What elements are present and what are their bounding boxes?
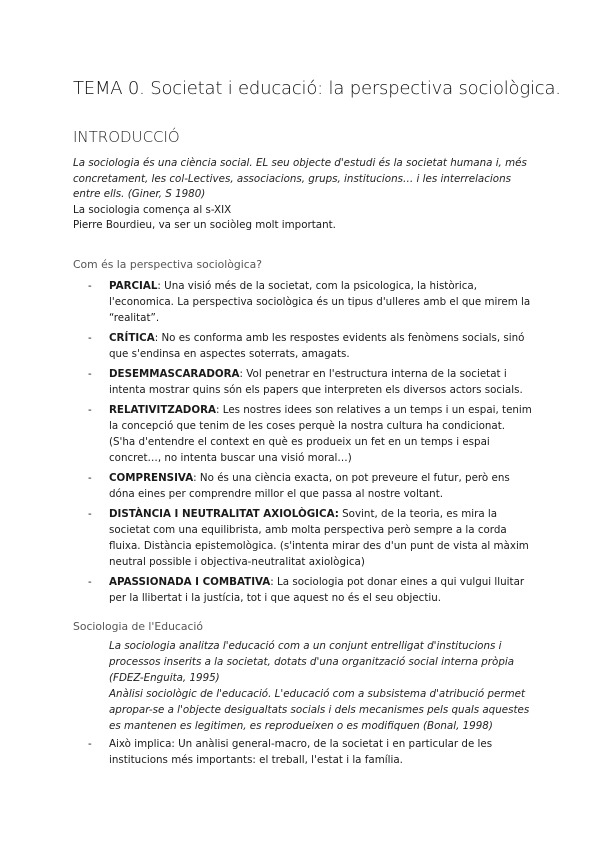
- item-term: PARCIAL: [109, 280, 158, 292]
- education-section: [73, 638, 533, 768]
- perspective-list: [73, 278, 533, 610]
- list-item: - COMPRENSIVA: No és una ciència exacta, on pot preveure el futur, però ens dóna eines per comprendre millor el que passa al nostre voltant.: [88, 472, 510, 500]
- item-term: APASSIONADA I COMBATIVA: [109, 576, 271, 588]
- list-item: - RELATIVITZADORA: Les nostres idees son relatives a un temps i un espai, tenim la concepció que tenim de les coses perquè la nostra cultura ha condicionat. (S'ha d'entendre el context en què es produeix un fet en un temps i espai concret…, no intenta buscar una visió moral…): [88, 404, 532, 464]
- item-term: COMPRENSIVA: [109, 472, 194, 484]
- item-text: : Una visió més de la societat, com la psicologica, la històrica, l'economica. La perspectiva sociològica és un tipus d'ulleres amb el que mirem la “realitat”.: [109, 280, 531, 324]
- item-text: : Vol penetrar en l'estructura interna de la societat i intenta mostrar quins són els papers que interpreten els diversos actors socials.: [109, 368, 523, 396]
- item-text: : La sociologia pot donar eines a qui vulgui lluitar per la llibertat i la justícia, tot i que aquest no és el seu objectiu.: [109, 576, 525, 604]
- item-term: DESEMMASCARADORA: [109, 368, 240, 380]
- item-text: Sovint, de la teoria, es mira la societat com una equilibrista, amb molta perspectiva però sempre a la corda fluixa. Distància epistemològica. (s'intenta mirar des d'un punt de vista al màxim neutral possible i objectiva-neutralitat axiològica): [109, 508, 529, 568]
- item-term: DISTÀNCIA I NEUTRALITAT AXIOLÒGICA:: [109, 508, 339, 520]
- item-text: : No és una ciència exacta, on pot preveure el futur, però ens dóna eines per comprendre millor el que passa al nostre voltant.: [109, 472, 510, 500]
- item-term: RELATIVITZADORA: [109, 404, 217, 416]
- perspective-heading: Com és la perspectiva sociològica?: [73, 258, 263, 271]
- education-heading: Sociologia de l'Educació: [73, 620, 204, 633]
- education-quote-1: La sociologia analitza l'educació com a un conjunt entrelligat d'institucions i processos inserits a la societat, dotats d'una organització social interna pròpia (FDEZ-Enguita, 1995): [109, 640, 515, 684]
- list-item: - CRÍTICA: No es conforma amb les respostes evidents als fenòmens socials, sinó que s'endinsa en aspectes soterrats, amagats.: [88, 332, 525, 360]
- list-item: - DESEMMASCARADORA: Vol penetrar en l'estructura interna de la societat i intenta mostrar quins són els papers que interpreten els diversos actors socials.: [88, 368, 523, 396]
- list-item: - APASSIONADA I COMBATIVA: La sociologia pot donar eines a qui vulgui lluitar per la llibertat i la justícia, tot i que aquest no és el seu objectiu.: [88, 576, 525, 604]
- list-item: - Això implica: Un anàlisi general-macro, de la societat i en particular de les institucions més importants: el treball, l'estat i la família.: [88, 738, 493, 766]
- intro-section: [73, 156, 533, 234]
- intro-heading: INTRODUCCIÓ: [73, 128, 180, 146]
- intro-quote: La sociologia és una ciència social. EL seu objecte d'estudi és la societat humana i, més concretament, les col-Lectives, associacions, grups, institucions… i les interrelacions entre ells. (Giner, S 1980): [73, 157, 527, 200]
- intro-line-2: Pierre Bourdieu, va ser un sociòleg molt important.: [73, 219, 336, 231]
- intro-line-1: La sociologia comença al s-XIX: [73, 203, 232, 216]
- item-term: CRÍTICA: [109, 332, 155, 344]
- list-item: - PARCIAL: Una visió més de la societat, com la psicologica, la històrica, l'economica. La perspectiva sociològica és un tipus d'ulleres amb el que mirem la “realitat”.: [88, 280, 531, 324]
- education-quote-2: Anàlisi sociològic de l'educació. L'educació com a subsistema d'atribució permet apropar-se a l'objecte desigualtats socials i dels mecanismes pels quals aquestes es mantenen es legitimen, es reprodueixen o es modifiquen (Bonal, 1998): [109, 688, 530, 732]
- item-text: : No es conforma amb les respostes evidents als fenòmens socials, sinó que s'endinsa en aspectes soterrats, amagats.: [109, 332, 525, 360]
- page-title: TEMA 0. Societat i educació: la perspectiva sociològica.: [73, 78, 561, 99]
- item-text: : Les nostres idees son relatives a un temps i un espai, tenim la concepció que tenim de les coses perquè la nostra cultura ha condicionat. (S'ha d'entendre el context en què es produeix un fet en un temps i espai concret…, no intenta buscar una visió moral…): [109, 404, 532, 464]
- item-text: Això implica: Un anàlisi general-macro, de la societat i en particular de les institucions més importants: el treball, l'estat i la família.: [109, 738, 493, 766]
- list-item: - DISTÀNCIA I NEUTRALITAT AXIOLÒGICA: Sovint, de la teoria, es mira la societat com una equilibrista, amb molta perspectiva però sempre a la corda fluixa. Distància epistemològica. (s'intenta mirar des d'un punt de vista al màxim neutral possible i objectiva-neutralitat axiològica): [88, 508, 529, 568]
